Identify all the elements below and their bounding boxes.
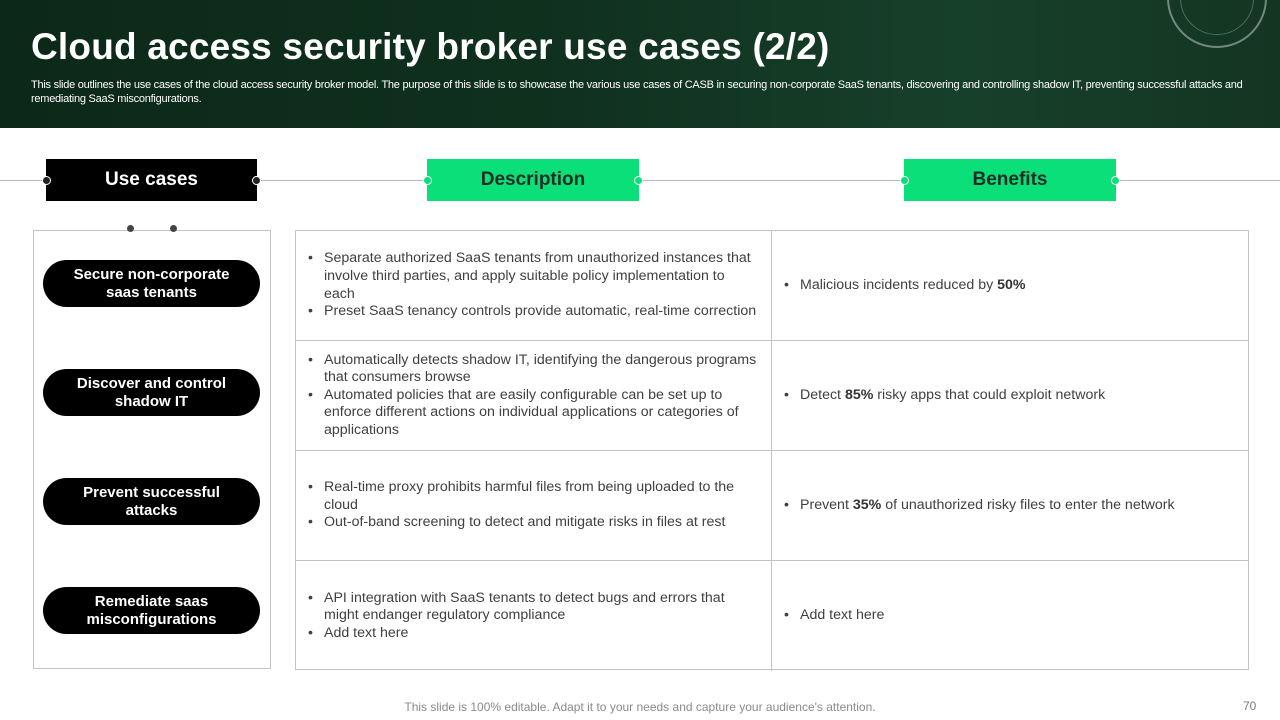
benefit-text: Add text here bbox=[800, 607, 885, 624]
page-number: 70 bbox=[1243, 699, 1257, 713]
panel-ring-dot-icon bbox=[170, 225, 177, 232]
benefit-cell bbox=[772, 341, 1248, 450]
description-bullet: • Automated policies that are easily configurable can be set up to enforce different actions on individual applications or categories of applications bbox=[306, 387, 757, 440]
description-bullet: • API integration with SaaS tenants to detect bugs and errors that might endanger regulatory compliance bbox=[306, 590, 757, 625]
description-cell bbox=[296, 231, 772, 340]
benefit-bullet bbox=[782, 277, 1234, 295]
benefit-bullet bbox=[782, 497, 1234, 515]
benefit-text: risky apps that could exploit network bbox=[873, 386, 1106, 403]
benefit-value: 50% bbox=[997, 276, 1026, 293]
description-bullet: • Automatically detects shadow IT, identifying the dangerous programs that consumers browse bbox=[306, 352, 757, 387]
footer-note: This slide is 100% editable. Adapt it to your needs and capture your audience's attention. bbox=[404, 700, 876, 714]
use-case-pill-misconfigurations bbox=[43, 587, 260, 634]
table-row bbox=[296, 231, 1248, 341]
benefit-text: Detect bbox=[800, 386, 845, 403]
benefit-cell bbox=[772, 561, 1248, 671]
description-cell bbox=[296, 451, 772, 560]
benefit-bullet bbox=[782, 387, 1234, 405]
table-row bbox=[296, 451, 1248, 561]
column-header-benefits bbox=[904, 159, 1116, 201]
use-case-label: Secure non-corporate saas tenants bbox=[73, 265, 230, 301]
connector-dot-icon bbox=[1111, 176, 1120, 185]
description-cell bbox=[296, 341, 772, 450]
use-case-label: Prevent successful attacks bbox=[83, 483, 220, 519]
benefit-value: 35% bbox=[852, 496, 882, 513]
use-case-pill-shadow-it bbox=[43, 369, 260, 416]
connector-dot-icon bbox=[252, 176, 261, 185]
use-case-label: Discover and control shadow IT bbox=[76, 374, 227, 410]
table-row bbox=[296, 561, 1248, 671]
slide-subtitle: This slide outlines the use cases of the cloud access security broker model. The purpose of this slide is to showcase the various use cases of CASB in securing non-corporate SaaS tenants, discovering and controlling shadow IT, preventing successful attacks and remediating SaaS misconfigurations. bbox=[31, 79, 1243, 105]
column-header-use-cases-label: Use cases bbox=[105, 169, 198, 190]
use-case-label: Remediate saas misconfigurations bbox=[86, 592, 217, 628]
slide-title: Cloud access security broker use cases (2/2) bbox=[31, 26, 830, 67]
connector-dot-icon bbox=[42, 176, 51, 185]
description-bullet: • Preset SaaS tenancy controls provide automatic, real-time correction bbox=[306, 303, 757, 321]
use-case-table bbox=[295, 230, 1249, 670]
benefit-value: 85% bbox=[844, 386, 874, 403]
column-header-benefits-label: Benefits bbox=[972, 169, 1048, 190]
description-bullet: • Real-time proxy prohibits harmful files from being uploaded to the cloud bbox=[306, 479, 757, 514]
description-bullet: • Add text here bbox=[306, 625, 757, 643]
slide-header bbox=[0, 0, 1280, 128]
column-header-use-cases bbox=[46, 159, 257, 201]
panel-ring-dot-icon bbox=[127, 225, 134, 232]
benefit-bullet bbox=[782, 607, 1234, 625]
benefit-text: Malicious incidents reduced by bbox=[800, 276, 998, 293]
use-case-pill-prevent-attacks bbox=[43, 478, 260, 525]
use-case-pill-secure-tenants bbox=[43, 260, 260, 307]
description-bullet: • Separate authorized SaaS tenants from unauthorized instances that involve third parties, and apply suitable policy implementation to each bbox=[306, 250, 757, 303]
benefit-cell bbox=[772, 451, 1248, 560]
connector-dot-icon bbox=[900, 176, 909, 185]
benefit-text: Prevent bbox=[800, 496, 853, 513]
table-row bbox=[296, 341, 1248, 451]
connector-dot-icon bbox=[423, 176, 432, 185]
description-bullet: • Out-of-band screening to detect and mitigate risks in files at rest bbox=[306, 514, 757, 532]
connector-dot-icon bbox=[634, 176, 643, 185]
column-header-description-label: Description bbox=[480, 169, 586, 190]
description-cell bbox=[296, 561, 772, 671]
benefit-cell bbox=[772, 231, 1248, 340]
column-header-description bbox=[427, 159, 639, 201]
benefit-text: of unauthorized risky files to enter the network bbox=[881, 496, 1175, 513]
